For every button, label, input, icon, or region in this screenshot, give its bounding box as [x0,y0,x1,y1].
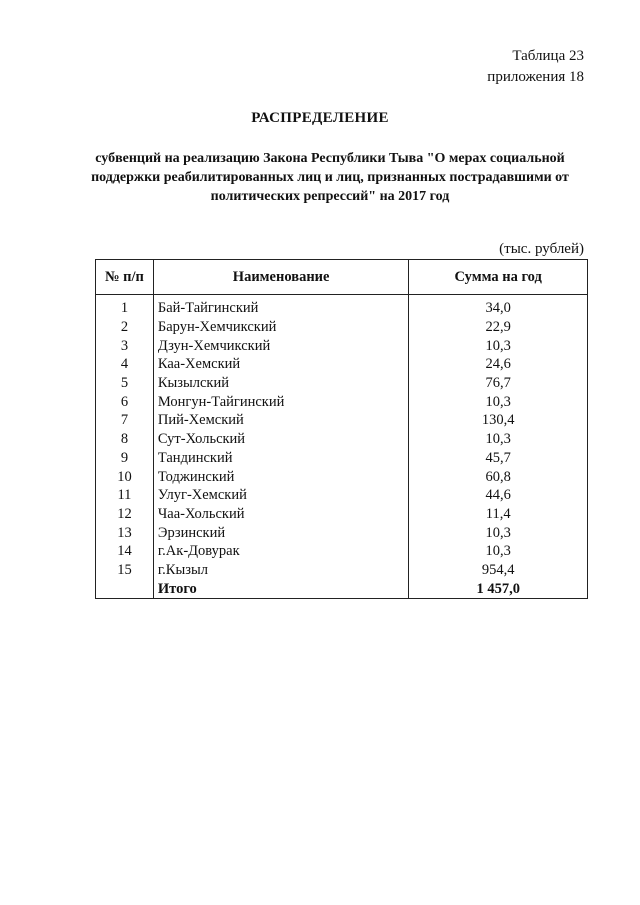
row-number-cell: 15 [96,561,154,580]
table-row [96,374,588,393]
row-name-cell: Эрзинский [153,523,409,542]
row-sum-cell: 44,6 [409,486,588,505]
table-row [96,295,588,318]
row-sum-cell: 22,9 [409,318,588,337]
row-name-cell: Каа-Хемский [153,355,409,374]
row-name-cell: Чаа-Хольский [153,505,409,524]
row-name-cell: Дзун-Хемчикский [153,336,409,355]
row-sum-cell: 10,3 [409,430,588,449]
table-row [96,523,588,542]
row-number-cell: 6 [96,392,154,411]
row-name-cell: г.Ак-Довурак [153,542,409,561]
table-row [96,486,588,505]
column-header-number: № п/п [96,260,154,295]
appendix-label: приложения 18 [487,69,584,85]
table-body [96,295,588,599]
row-number-cell: 3 [96,336,154,355]
row-sum-cell: 24,6 [409,355,588,374]
row-sum-cell: 45,7 [409,449,588,468]
row-sum-cell: 10,3 [409,542,588,561]
document-subtitle: субвенций на реализацию Закона Республики Тыва "О мерах социальной поддержки реабилитированных лиц и лиц, признанных пострадавшими от политических репрессий" на 2017 год [91,151,569,204]
document-title: РАСПРЕДЕЛЕНИЕ [251,110,389,126]
table-row [96,318,588,337]
row-sum-cell: 11,4 [409,505,588,524]
row-name-cell: Барун-Хемчикский [153,318,409,337]
table-reference [487,46,584,88]
row-name-cell: Сут-Хольский [153,430,409,449]
units-label: (тыс. рублей) [499,241,584,257]
row-sum-cell: 10,3 [409,336,588,355]
row-name-cell: г.Кызыл [153,561,409,580]
row-name-cell: Монгун-Тайгинский [153,392,409,411]
row-number-cell: 9 [96,449,154,468]
row-number-cell: 10 [96,467,154,486]
table-number-label: Таблица 23 [512,48,584,64]
table-row [96,411,588,430]
row-sum-cell: 130,4 [409,411,588,430]
table-row [96,336,588,355]
row-number-cell: 14 [96,542,154,561]
row-number-cell: 13 [96,523,154,542]
total-label-cell: Итого [153,579,409,598]
row-number-cell: 11 [96,486,154,505]
table-row [96,505,588,524]
row-number-cell: 8 [96,430,154,449]
column-header-sum: Сумма на год [409,260,588,295]
table-row [96,467,588,486]
row-number-cell: 2 [96,318,154,337]
table-header-row [96,260,588,295]
distribution-table [95,259,588,599]
row-name-cell: Кызылский [153,374,409,393]
table-row [96,355,588,374]
row-number-cell: 4 [96,355,154,374]
total-row [96,579,588,598]
row-name-cell: Тандинский [153,449,409,468]
row-number-cell: 5 [96,374,154,393]
row-sum-cell: 10,3 [409,392,588,411]
row-sum-cell: 60,8 [409,467,588,486]
row-name-cell: Тоджинский [153,467,409,486]
row-sum-cell: 34,0 [409,295,588,318]
row-number-cell: 1 [96,295,154,318]
column-header-name: Наименование [153,260,409,295]
row-name-cell: Пий-Хемский [153,411,409,430]
total-sum-cell: 1 457,0 [409,579,588,598]
table-row [96,449,588,468]
row-name-cell: Улуг-Хемский [153,486,409,505]
table-row [96,430,588,449]
row-number-cell: 7 [96,411,154,430]
table-row [96,542,588,561]
row-sum-cell: 10,3 [409,523,588,542]
table-row [96,392,588,411]
table-row [96,561,588,580]
total-number-cell [96,579,154,598]
row-number-cell: 12 [96,505,154,524]
row-sum-cell: 954,4 [409,561,588,580]
row-name-cell: Бай-Тайгинский [153,295,409,318]
row-sum-cell: 76,7 [409,374,588,393]
